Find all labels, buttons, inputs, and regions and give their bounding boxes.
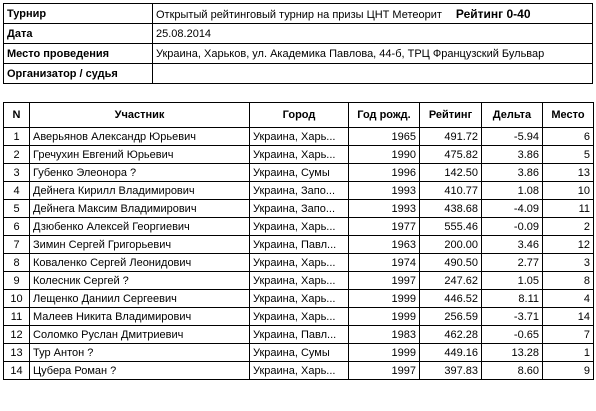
cell-number: 10 [4, 290, 30, 308]
cell-participant: Колесник Сергей ? [30, 272, 250, 290]
date-label: Дата [4, 24, 153, 44]
cell-number: 5 [4, 200, 30, 218]
header-birth-year: Год рожд. [349, 103, 420, 128]
cell-rating: 490.50 [420, 254, 482, 272]
header-participant: Участник [30, 103, 250, 128]
cell-birth-year: 1977 [349, 218, 420, 236]
cell-rating: 449.16 [420, 344, 482, 362]
cell-rating: 200.00 [420, 236, 482, 254]
cell-city: Украина, Харь... [250, 218, 349, 236]
cell-delta: 8.11 [482, 290, 543, 308]
cell-place: 12 [543, 236, 594, 254]
cell-rating: 247.62 [420, 272, 482, 290]
cell-participant: Дейнега Максим Владимирович [30, 200, 250, 218]
cell-number: 13 [4, 344, 30, 362]
cell-city: Украина, Харь... [250, 308, 349, 326]
cell-participant: Аверьянов Александр Юрьевич [30, 128, 250, 146]
cell-participant: Зимин Сергей Григорьевич [30, 236, 250, 254]
tournament-row [4, 4, 593, 24]
cell-number: 6 [4, 218, 30, 236]
cell-place: 6 [543, 128, 594, 146]
cell-rating: 475.82 [420, 146, 482, 164]
cell-participant: Лещенко Даниил Сергеевич [30, 290, 250, 308]
cell-city: Украина, Сумы [250, 164, 349, 182]
header-place: Место [543, 103, 594, 128]
cell-delta: 8.60 [482, 362, 543, 380]
cell-rating: 555.46 [420, 218, 482, 236]
cell-participant: Губенко Элеонора ? [30, 164, 250, 182]
table-row [4, 272, 594, 290]
table-row [4, 146, 594, 164]
cell-delta: -3.71 [482, 308, 543, 326]
cell-participant: Гречухин Евгений Юрьевич [30, 146, 250, 164]
header-rating: Рейтинг [420, 103, 482, 128]
cell-place: 5 [543, 146, 594, 164]
cell-place: 7 [543, 326, 594, 344]
cell-rating: 410.77 [420, 182, 482, 200]
cell-city: Украина, Запо... [250, 182, 349, 200]
cell-birth-year: 1983 [349, 326, 420, 344]
cell-number: 2 [4, 146, 30, 164]
cell-participant: Цубера Роман ? [30, 362, 250, 380]
cell-number: 9 [4, 272, 30, 290]
cell-number: 3 [4, 164, 30, 182]
rating-range: Рейтинг 0-40 [455, 6, 531, 21]
cell-delta: 3.46 [482, 236, 543, 254]
cell-city: Украина, Харь... [250, 272, 349, 290]
cell-delta: 3.86 [482, 146, 543, 164]
cell-delta: -0.09 [482, 218, 543, 236]
table-row [4, 290, 594, 308]
table-row [4, 200, 594, 218]
cell-delta: 3.86 [482, 164, 543, 182]
table-row [4, 128, 594, 146]
cell-number: 1 [4, 128, 30, 146]
table-row [4, 308, 594, 326]
cell-number: 11 [4, 308, 30, 326]
tournament-value-cell [153, 4, 593, 24]
cell-city: Украина, Харь... [250, 146, 349, 164]
cell-birth-year: 1963 [349, 236, 420, 254]
cell-birth-year: 1999 [349, 290, 420, 308]
cell-number: 14 [4, 362, 30, 380]
cell-city: Украина, Харь... [250, 290, 349, 308]
table-row [4, 254, 594, 272]
header-city: Город [250, 103, 349, 128]
cell-number: 12 [4, 326, 30, 344]
cell-delta: 1.05 [482, 272, 543, 290]
cell-birth-year: 1997 [349, 272, 420, 290]
cell-delta: 1.08 [482, 182, 543, 200]
cell-city: Украина, Харь... [250, 128, 349, 146]
cell-place: 1 [543, 344, 594, 362]
cell-rating: 491.72 [420, 128, 482, 146]
results-table [3, 102, 594, 380]
cell-delta: -4.09 [482, 200, 543, 218]
cell-birth-year: 1993 [349, 200, 420, 218]
cell-place: 11 [543, 200, 594, 218]
cell-rating: 462.28 [420, 326, 482, 344]
cell-place: 13 [543, 164, 594, 182]
cell-place: 2 [543, 218, 594, 236]
cell-place: 14 [543, 308, 594, 326]
cell-participant: Дзюбенко Алексей Георгиевич [30, 218, 250, 236]
table-row [4, 326, 594, 344]
cell-participant: Коваленко Сергей Леонидович [30, 254, 250, 272]
cell-birth-year: 1965 [349, 128, 420, 146]
cell-city: Украина, Харь... [250, 362, 349, 380]
table-row [4, 362, 594, 380]
tournament-label: Турнир [4, 4, 153, 24]
venue-value: Украина, Харьков, ул. Академика Павлова, 44-б, ТРЦ Французский Бульвар [153, 44, 593, 64]
venue-label: Место проведения [4, 44, 153, 64]
cell-city: Украина, Запо... [250, 200, 349, 218]
cell-city: Украина, Харь... [250, 254, 349, 272]
cell-birth-year: 1974 [349, 254, 420, 272]
results-body [4, 128, 594, 380]
cell-city: Украина, Сумы [250, 344, 349, 362]
cell-birth-year: 1999 [349, 308, 420, 326]
cell-delta: 13.28 [482, 344, 543, 362]
table-row [4, 344, 594, 362]
date-value: 25.08.2014 [153, 24, 593, 44]
cell-birth-year: 1999 [349, 344, 420, 362]
cell-place: 3 [543, 254, 594, 272]
header-delta: Дельта [482, 103, 543, 128]
date-row [4, 24, 593, 44]
cell-birth-year: 1997 [349, 362, 420, 380]
tournament-name: Открытый рейтинговый турнир на призы ЦНТ Метеорит [156, 8, 442, 21]
cell-rating: 438.68 [420, 200, 482, 218]
organizer-value [153, 64, 593, 84]
venue-row [4, 44, 593, 64]
cell-participant: Малеев Никита Владимирович [30, 308, 250, 326]
cell-rating: 446.52 [420, 290, 482, 308]
header-number: N [4, 103, 30, 128]
cell-birth-year: 1996 [349, 164, 420, 182]
organizer-row [4, 64, 593, 84]
cell-rating: 142.50 [420, 164, 482, 182]
cell-number: 8 [4, 254, 30, 272]
cell-participant: Дейнега Кирилл Владимирович [30, 182, 250, 200]
table-row [4, 182, 594, 200]
results-header-row [4, 103, 594, 128]
cell-place: 10 [543, 182, 594, 200]
cell-place: 4 [543, 290, 594, 308]
table-row [4, 218, 594, 236]
cell-birth-year: 1990 [349, 146, 420, 164]
cell-participant: Тур Антон ? [30, 344, 250, 362]
cell-city: Украина, Павл... [250, 326, 349, 344]
cell-number: 7 [4, 236, 30, 254]
cell-rating: 397.83 [420, 362, 482, 380]
cell-place: 9 [543, 362, 594, 380]
table-row [4, 164, 594, 182]
cell-number: 4 [4, 182, 30, 200]
cell-birth-year: 1993 [349, 182, 420, 200]
table-row [4, 236, 594, 254]
organizer-label: Организатор / судья [4, 64, 153, 84]
cell-place: 8 [543, 272, 594, 290]
cell-delta: -5.94 [482, 128, 543, 146]
cell-rating: 256.59 [420, 308, 482, 326]
tournament-info-table [3, 3, 593, 84]
cell-participant: Соломко Руслан Дмитриевич [30, 326, 250, 344]
cell-city: Украина, Павл... [250, 236, 349, 254]
cell-delta: -0.65 [482, 326, 543, 344]
cell-delta: 2.77 [482, 254, 543, 272]
